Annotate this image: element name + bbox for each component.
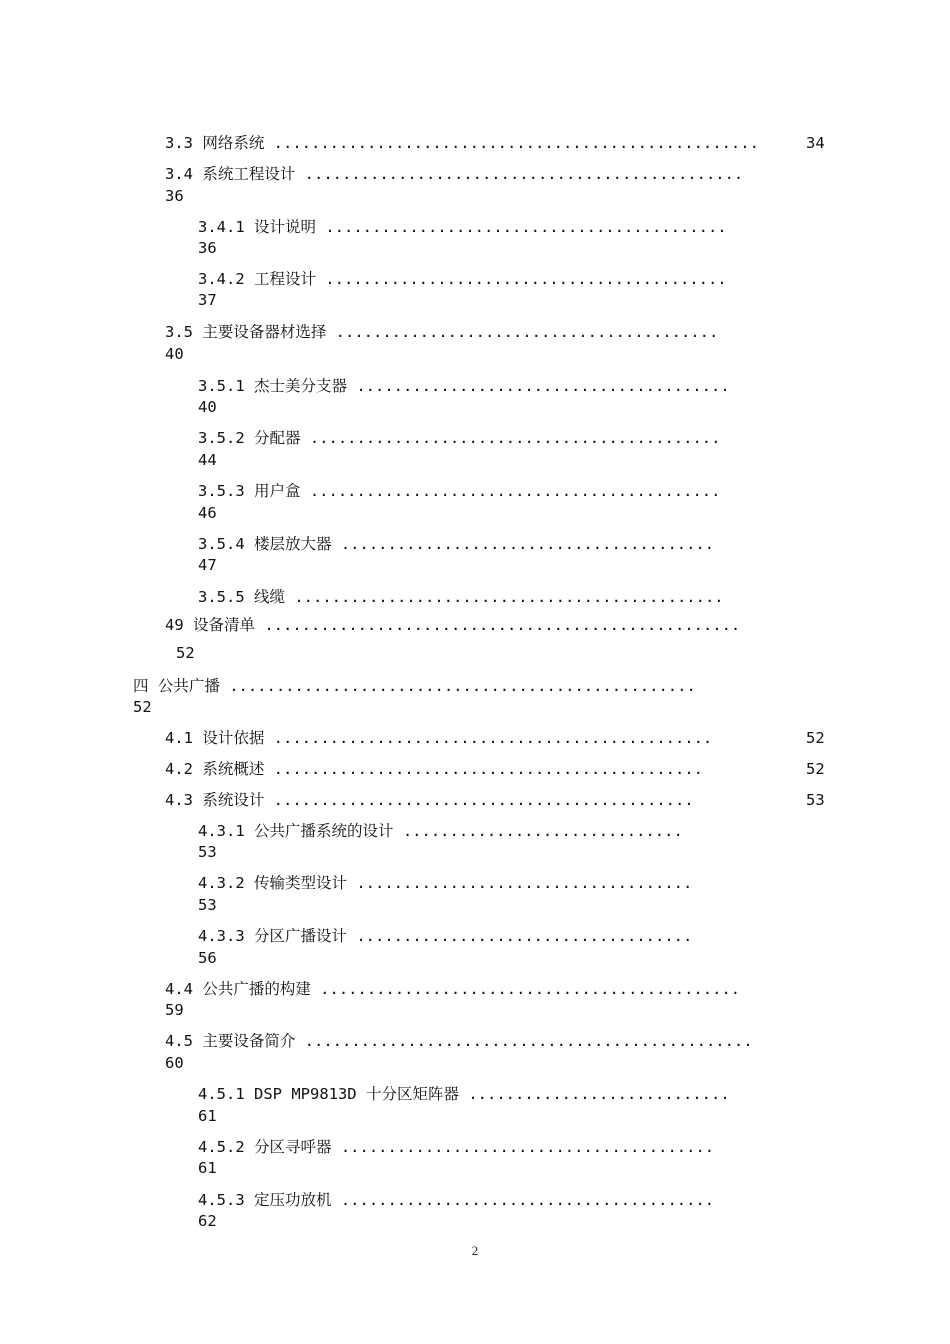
toc-entry-3-5-3: 3.5.3 用户盒 ............................................ (198, 482, 721, 500)
toc-entry-3-5: 3.5 主要设备器材选择 ......................................... (165, 323, 719, 341)
toc-label: 4.3.1 公共广播系统的设计 (198, 822, 394, 840)
toc-page: 40 (198, 398, 217, 416)
footer-page-number: 2 (471, 1243, 479, 1258)
toc-entry-4-5-3: 4.5.3 定压功放机 ........................................ (198, 1191, 715, 1209)
toc-entry-3-5-1: 3.5.1 杰士美分支器 ........................................ (198, 377, 730, 395)
toc-page: 52 (133, 698, 152, 716)
toc-entry-4-3: 4.3 系统设计 ............................................. (165, 791, 694, 809)
toc-page: 52 (176, 644, 195, 662)
toc-page: 62 (198, 1212, 217, 1230)
toc-page: 34 (806, 134, 825, 152)
toc-page: 61 (198, 1159, 217, 1177)
toc-page: 52 (806, 729, 825, 747)
toc-label: 3.3 网络系统 (165, 134, 265, 152)
toc-label: 4.3.3 分区广播设计 (198, 927, 347, 945)
toc-entry-3-3: 3.3 网络系统 .................................................... (165, 134, 759, 152)
toc-label: 4.5.1 DSP MP9813D 十分区矩阵器 (198, 1085, 459, 1103)
toc-label: 3.5 主要设备器材选择 (165, 323, 327, 341)
toc-entry-3-5-2: 3.5.2 分配器 ............................................ (198, 429, 721, 447)
toc-page: 37 (198, 291, 217, 309)
toc-page: 47 (198, 556, 217, 574)
toc-page: 40 (165, 345, 184, 363)
toc-label: 4.4 公共广播的构建 (165, 980, 311, 998)
toc-entry-3-5-5: 3.5.5 线缆 .............................................. (198, 588, 724, 606)
toc-label: 4.1 设计依据 (165, 729, 265, 747)
toc-label: 49 设备清单 (165, 616, 255, 634)
toc-page: 59 (165, 1001, 184, 1019)
toc-entry-4-1: 4.1 设计依据 ............................................... (165, 729, 713, 747)
toc-page: 46 (198, 504, 217, 522)
toc-page: 56 (198, 949, 217, 967)
toc-entry-3-5-4: 3.5.4 楼层放大器 ........................................ (198, 535, 715, 553)
toc-entry-equipment-list: 49 设备清单 ................................................... (165, 616, 741, 634)
toc-label: 3.4 系统工程设计 (165, 165, 296, 183)
toc-label: 4.5 主要设备简介 (165, 1032, 296, 1050)
toc-entry-4-5-1: 4.5.1 DSP MP9813D 十分区矩阵器 ............................ (198, 1085, 730, 1103)
toc-label: 四 公共广播 (133, 677, 220, 695)
toc-label: 4.2 系统概述 (165, 760, 265, 778)
toc-label: 4.3 系统设计 (165, 791, 265, 809)
toc-entry-3-4-2: 3.4.2 工程设计 ........................................... (198, 270, 727, 288)
toc-page: 44 (198, 451, 217, 469)
toc-entry-4-3-3: 4.3.3 分区广播设计 .................................... (198, 927, 693, 945)
toc-page: 53 (806, 791, 825, 809)
toc-entry-4-2: 4.2 系统概述 .............................................. (165, 760, 703, 778)
toc-entry-chapter-4: 四 公共广播 .................................................. (133, 677, 696, 695)
toc-label: 3.5.2 分配器 (198, 429, 301, 447)
toc-page: 36 (165, 187, 184, 205)
toc-page: 53 (198, 843, 217, 861)
toc-label: 3.5.4 楼层放大器 (198, 535, 332, 553)
toc-label: 3.5.5 线缆 (198, 588, 285, 606)
toc-entry-4-5: 4.5 主要设备简介 ................................................ (165, 1032, 753, 1050)
toc-label: 4.5.2 分区寻呼器 (198, 1138, 332, 1156)
toc-entry-3-4: 3.4 系统工程设计 ............................................... (165, 165, 744, 183)
toc-entry-4-5-2: 4.5.2 分区寻呼器 ........................................ (198, 1138, 715, 1156)
toc-label: 4.3.2 传输类型设计 (198, 874, 347, 892)
toc-page: 52 (806, 760, 825, 778)
toc-entry-4-4: 4.4 公共广播的构建 ............................................. (165, 980, 741, 998)
toc-entry-4-3-2: 4.3.2 传输类型设计 .................................... (198, 874, 693, 892)
toc-entry-4-3-1: 4.3.1 公共广播系统的设计 .............................. (198, 822, 683, 840)
toc-entry-3-4-1: 3.4.1 设计说明 ........................................... (198, 218, 727, 236)
toc-label: 3.5.3 用户盒 (198, 482, 301, 500)
toc-label: 3.5.1 杰士美分支器 (198, 377, 347, 395)
toc-label: 3.4.2 工程设计 (198, 270, 316, 288)
toc-page: 36 (198, 239, 217, 257)
toc-page: 60 (165, 1054, 184, 1072)
toc-label: 3.4.1 设计说明 (198, 218, 316, 236)
toc-label: 4.5.3 定压功放机 (198, 1191, 332, 1209)
toc-page: 53 (198, 896, 217, 914)
toc-page: 61 (198, 1107, 217, 1125)
